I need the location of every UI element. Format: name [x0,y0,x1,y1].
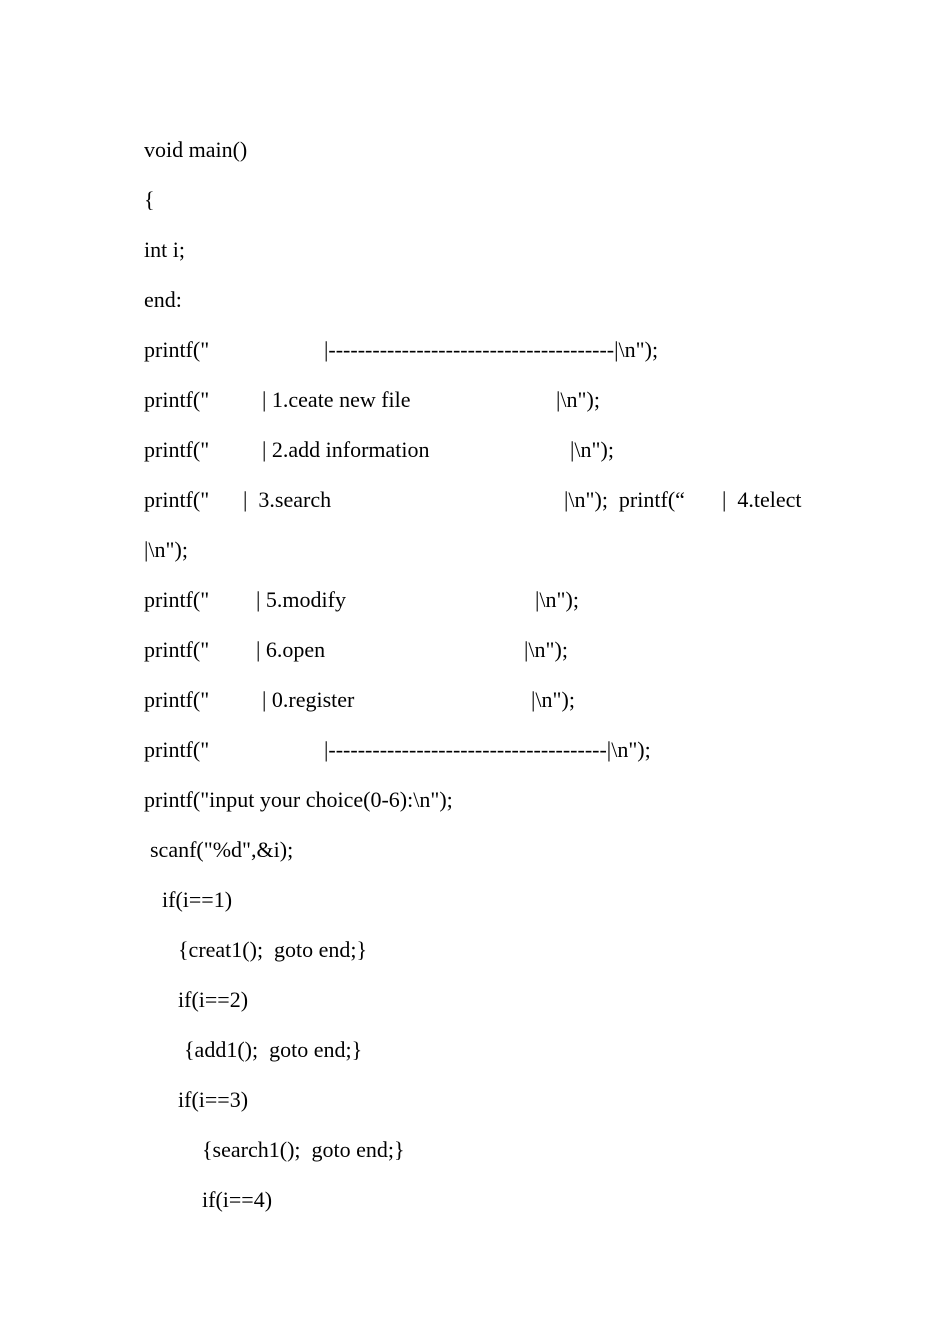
code-segment: |\n"); printf(“ [564,487,685,512]
code-segment: |--------------------------------------|\n"); [324,737,651,762]
code-segment: printf(" [144,337,210,362]
code-line: {creat1(); goto end;} [178,937,368,962]
code-segment: printf(" [144,637,210,662]
code-segment: printf(" [144,487,210,512]
code-segment: | 4.telect [722,487,802,512]
code-segment: |\n"); [570,437,614,462]
code-segment: |---------------------------------------|\n"); [324,337,659,362]
code-segment: |\n"); [556,387,600,412]
code-segment: printf(" [144,387,210,412]
code-line: |\n"); [144,537,188,562]
code-segment: printf(" [144,737,210,762]
code-line: if(i==4) [202,1187,273,1212]
code-line: printf("input your choice(0-6):\n"); [144,787,453,812]
code-line: end: [144,287,182,312]
code-segment: |\n"); [535,587,579,612]
code-segment: | 6.open [256,637,326,662]
code-line: int i; [144,237,185,262]
code-line: if(i==2) [178,987,249,1012]
code-segment: printf(" [144,687,210,712]
code-line: if(i==1) [162,887,233,912]
code-segment: |\n"); [524,637,568,662]
code-segment: |\n"); [531,687,575,712]
code-line: { [144,187,155,212]
code-line: scanf("%d",&i); [150,837,294,862]
code-segment: printf(" [144,437,210,462]
code-line: {search1(); goto end;} [202,1137,405,1162]
code-segment: | 5.modify [256,587,346,612]
code-line: if(i==3) [178,1087,249,1112]
code-line: void main() [144,137,248,162]
code-line: {add1(); goto end;} [184,1037,363,1062]
code-segment: | 3.search [243,487,332,512]
code-segment: | 2.add information [262,437,430,462]
code-segment: | 1.ceate new file [262,387,411,412]
code-segment: | 0.register [262,687,355,712]
code-segment: printf(" [144,587,210,612]
